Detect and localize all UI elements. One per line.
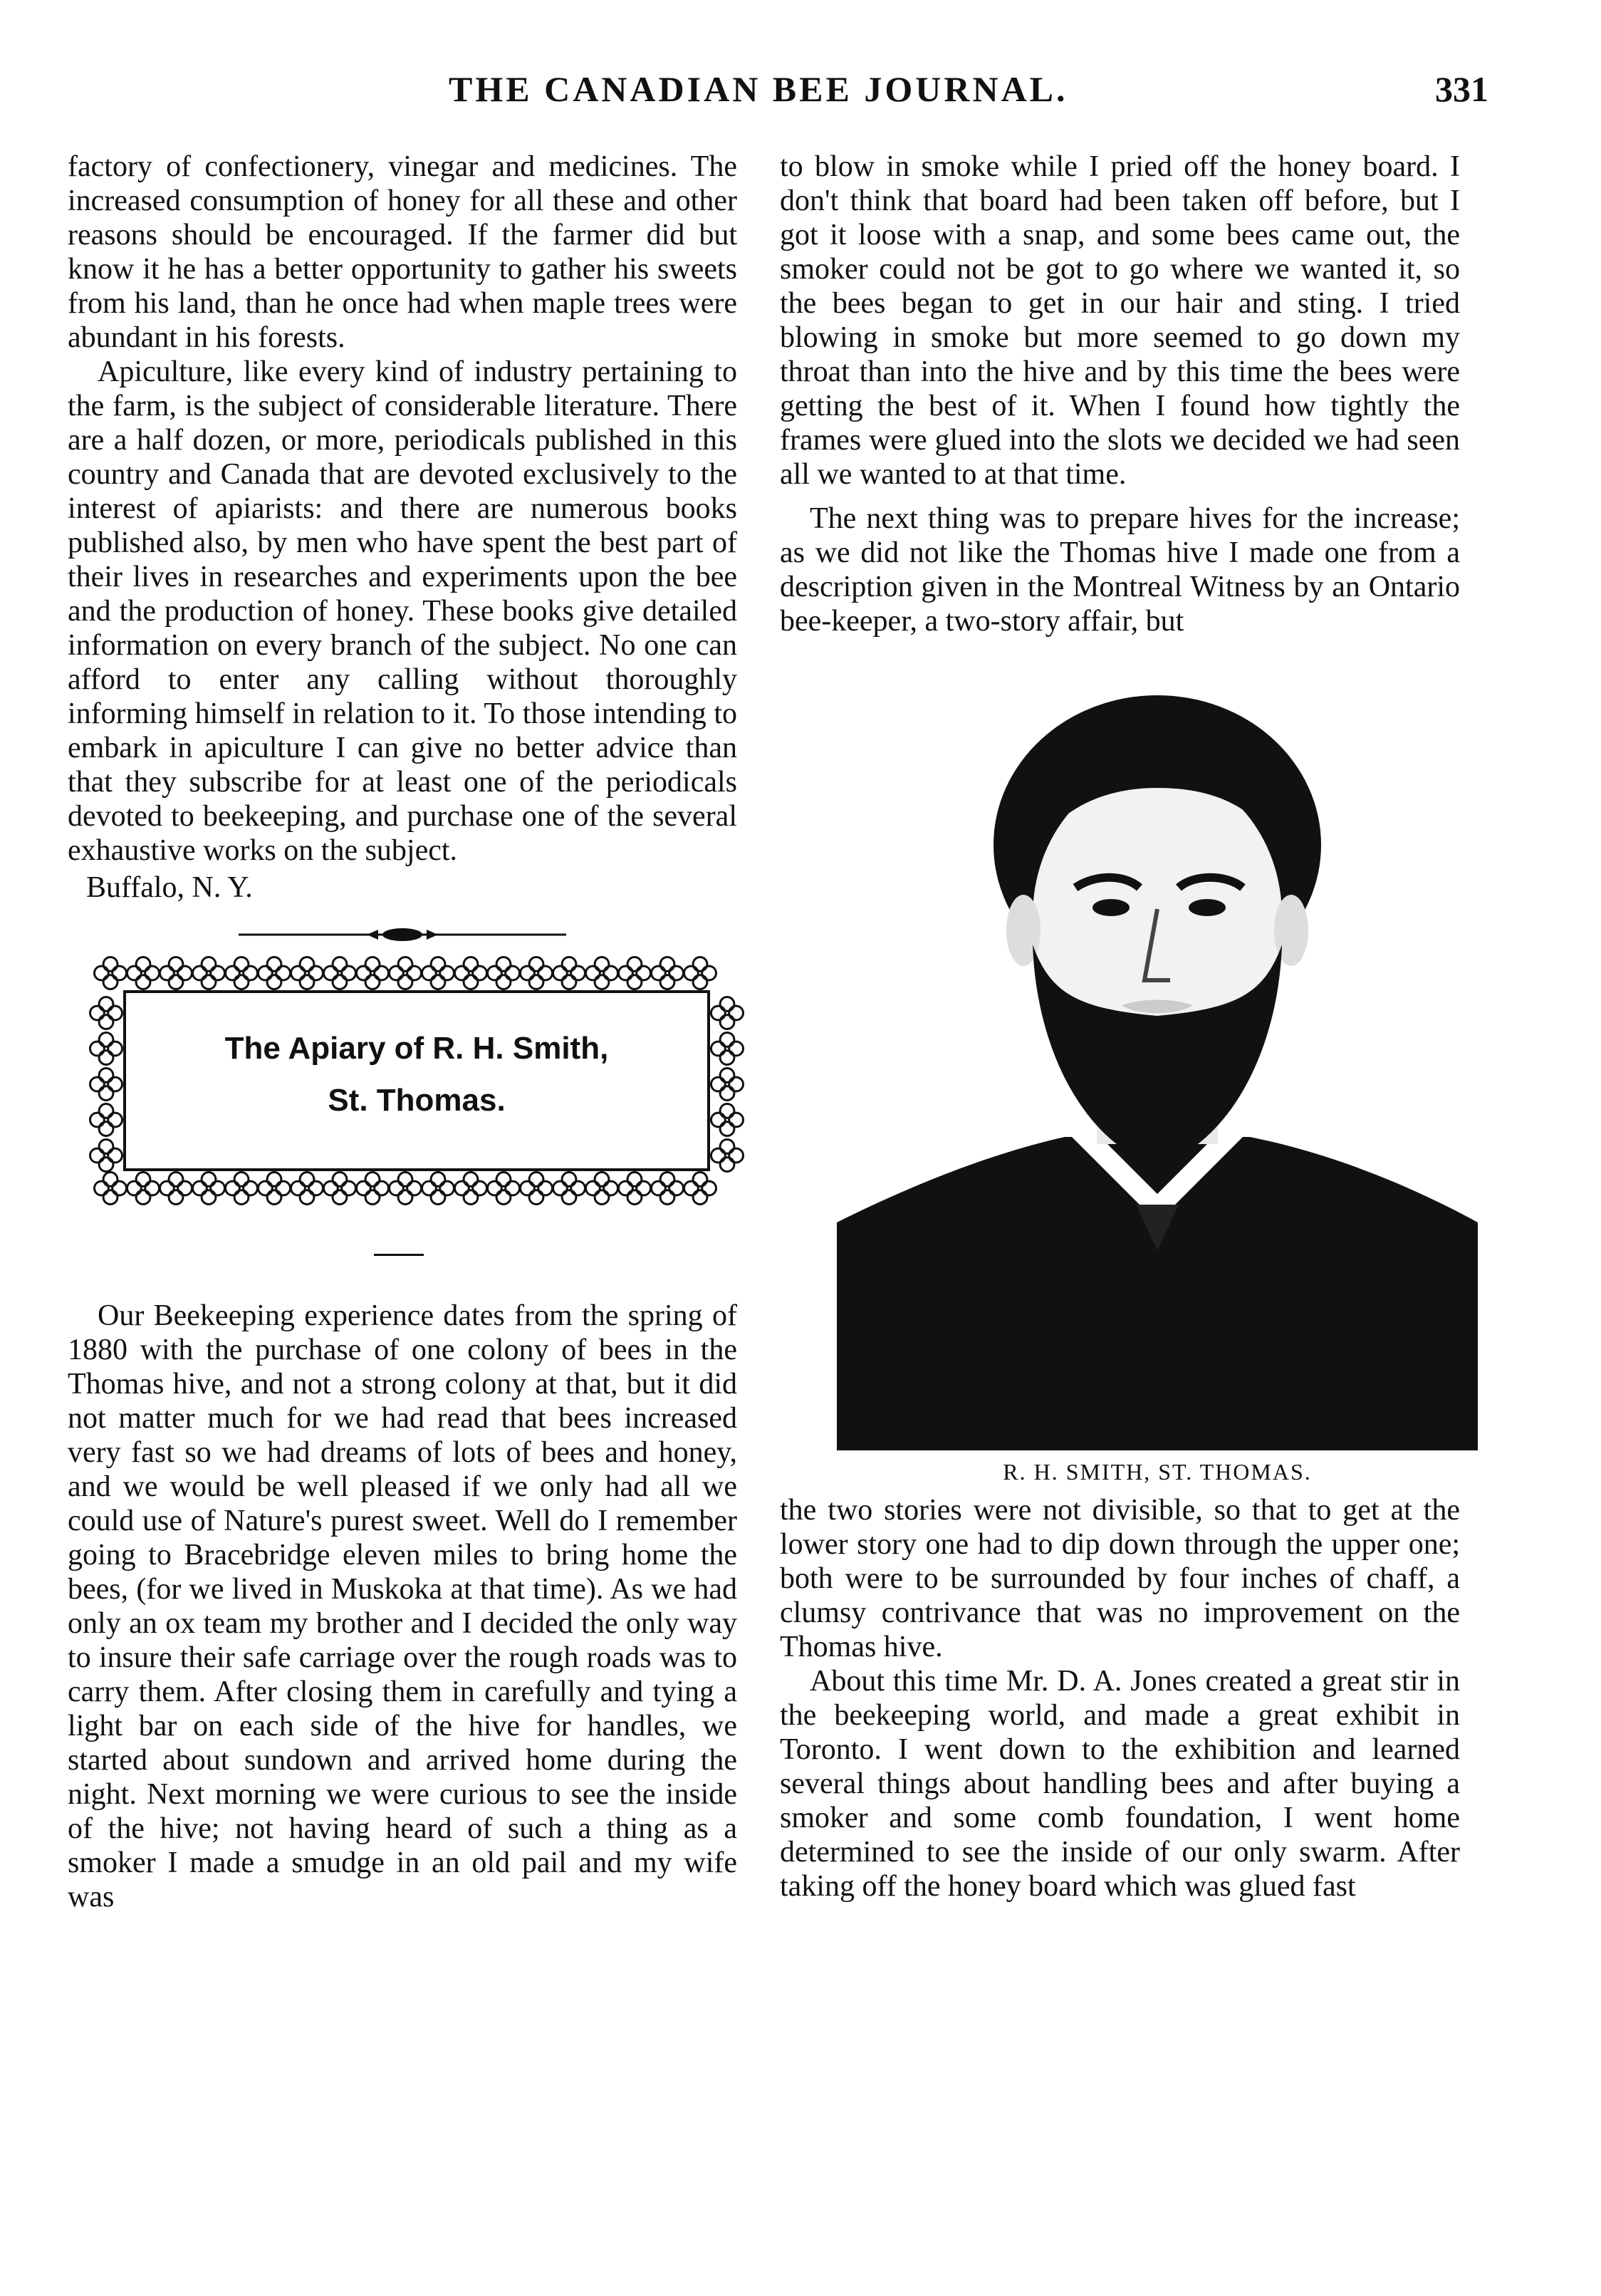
paragraph: The next thing was to prepare hives for the increase; as we did not like the Thomas hive I made one from a description given in the Montreal Witness by an Ontario bee-keeper, a two-story affair, but	[780, 502, 1460, 638]
right-column	[780, 150, 1460, 1903]
clover-border-icon	[89, 956, 744, 1205]
article-subtitle: St. Thomas.	[328, 1083, 506, 1118]
portrait-image	[837, 681, 1478, 1450]
paragraph: factory of confectionery, vinegar and medicines. The increased consumption of honey for all these and other reasons should be encouraged. If the farmer did but know it he has a better opportunity to gather his sweets from his land, than he once had when maple trees were abundant in his forests.	[68, 150, 737, 354]
paragraph: Apiculture, like every kind of industry pertaining to the farm, is the subject of considerable literature. There are a half dozen, or more, periodicals published in this country and Canada that are devoted exclusively to the interest of apiarists: and there are numerous books published also, by men who have spent the best part of their lives in researches and experiments upon the bee and the production of honey. These books give detailed information on every branch of the subject. No one can afford to enter any calling without thoroughly informing himself in relation to it. To those intending to embark in apiculture I can give no better advice than that they subscribe for at least one of the periodicals devoted to beekeeping, and purchase one of the several exhaustive works on the subject.	[68, 355, 737, 867]
ornament-divider-icon	[239, 926, 566, 943]
ornamental-rule	[68, 920, 737, 949]
running-title: THE CANADIAN BEE JOURNAL.	[449, 69, 1068, 109]
portrait-photo	[837, 681, 1478, 1450]
page-header	[64, 68, 1488, 118]
paragraph: Our Beekeeping experience dates from the spring of 1880 with the purchase of one colony of bees in the Thomas hive, and not a strong colony at that, but it did not matter much for we had read that bees increased very fast so we had dreams of lots of bees and honey, and we would be well pleased if we only had all we could use of Nature's purest sweet. Well do I remember going to Bracebridge eleven miles to bring home the bees, (for we lived in Muskoka at that time). As we had only an ox team my brother and I decided the only way to insure their safe carriage over the rough roads was to carry them. After closing them in carefully and tying a light bar on each side of the hive for handles, we started about sundown and arrived home during the night. Next morning we were curious to see the inside of the hive; not having heard of such a thing as a smoker I made a smudge in an old pail and my wife was	[68, 1299, 737, 1913]
signoff-location: Buffalo, N. Y.	[86, 871, 253, 904]
article-title-box	[89, 956, 744, 1205]
article-title: The Apiary of R. H. Smith,	[224, 1031, 609, 1066]
page-number: 331	[1435, 69, 1488, 109]
paragraph: About this time Mr. D. A. Jones created a great stir in the beekeeping world, and made a great exhibit in Toronto. I went down to the exhibition and learned several things about handling bees and after buying a smoker and some comb foundation, I went home determined to see the inside of our only swarm. After taking off the honey board which was glued fast	[780, 1665, 1460, 1903]
photo-caption: R. H. SMITH, ST. THOMAS.	[1003, 1459, 1312, 1485]
paragraph: the two stories were not divisible, so that to get at the lower story one had to dip down through the upper one; both were to be surrounded by four inches of chaff, a clumsy contrivance that was no improvement on the Thomas hive.	[780, 1494, 1460, 1663]
left-column	[68, 150, 737, 1914]
paragraph: to blow in smoke while I pried off the honey board. I don't think that board had been taken off before, but I got it loose with a snap, and some bees came out, the smoker could not be got to go where we wanted it, so the bees began to get in our hair and sting. I tried blowing in smoke but more seemed to go down my throat than into the hive and by this time the bees were getting the best of it. When I found how tightly the frames were glued into the slots we decided we had seen all we wanted to at that time.	[780, 150, 1460, 491]
section-divider	[374, 1254, 424, 1256]
